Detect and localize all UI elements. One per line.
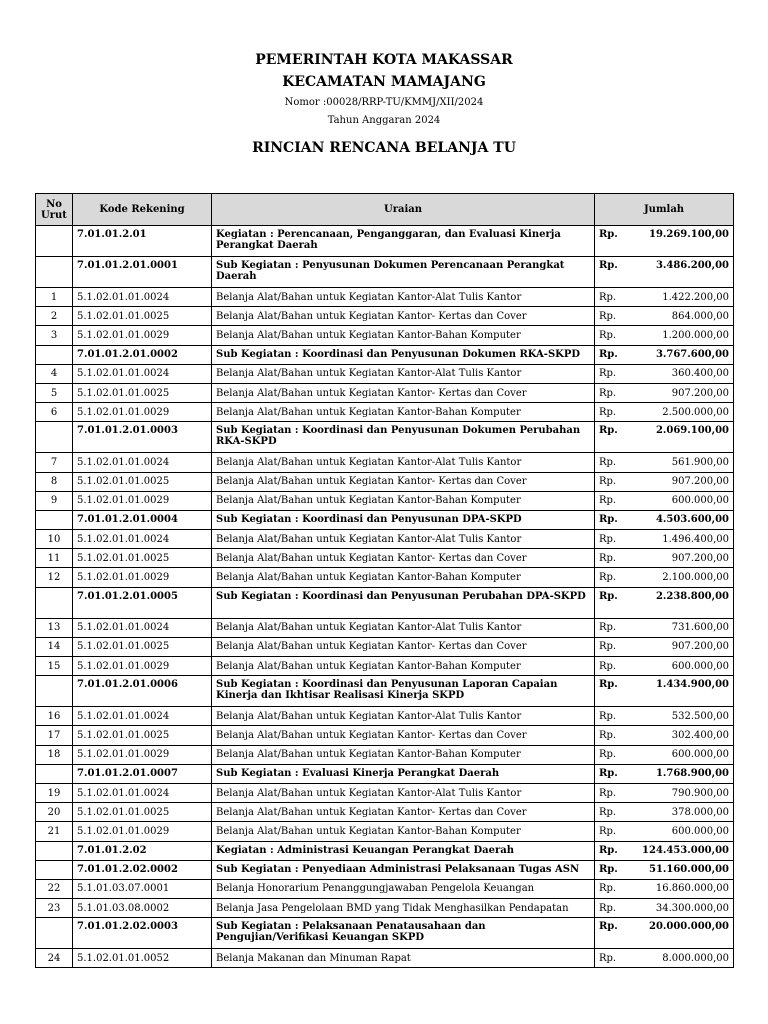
- cell-no-urut: 5: [36, 383, 73, 402]
- cell-jumlah: 124.453.000,00: [630, 841, 734, 860]
- cell-currency: Rp.: [595, 949, 630, 968]
- cell-kode-rekening: 5.1.01.03.07.0001: [73, 879, 212, 898]
- cell-currency: Rp.: [595, 587, 630, 618]
- cell-jumlah: 4.503.600,00: [630, 510, 734, 529]
- cell-jumlah: 34.300.000,00: [630, 899, 734, 918]
- cell-currency: Rp.: [595, 226, 630, 257]
- cell-uraian: Belanja Alat/Bahan untuk Kegiatan Kantor- Kertas dan Cover: [212, 383, 595, 402]
- cell-kode-rekening: 5.1.02.01.01.0024: [73, 453, 212, 472]
- table-row: [36, 618, 734, 637]
- table-row: [36, 510, 734, 529]
- cell-no-urut: 24: [36, 949, 73, 968]
- cell-uraian: Belanja Alat/Bahan untuk Kegiatan Kantor-Alat Tulis Kantor: [212, 364, 595, 383]
- document-number: Nomor :00028/RRP-TU/KMMJ/XII/2024: [284, 97, 484, 108]
- cell-currency: Rp.: [595, 326, 630, 345]
- cell-no-urut: 10: [36, 530, 73, 549]
- cell-kode-rekening: 5.1.02.01.01.0029: [73, 403, 212, 422]
- cell-no-urut: [36, 918, 73, 949]
- cell-no-urut: 17: [36, 726, 73, 745]
- cell-jumlah: 907.200,00: [630, 549, 734, 568]
- cell-uraian: Kegiatan : Administrasi Keuangan Perangkat Daerah: [212, 841, 595, 860]
- cell-no-urut: 2: [36, 307, 73, 326]
- cell-no-urut: [36, 764, 73, 783]
- cell-jumlah: 2.238.800,00: [630, 587, 734, 618]
- cell-uraian: Sub Kegiatan : Koordinasi dan Penyusunan Dokumen RKA-SKPD: [212, 345, 595, 364]
- table-row: [36, 364, 734, 383]
- cell-currency: Rp.: [595, 491, 630, 510]
- cell-currency: Rp.: [595, 510, 630, 529]
- cell-jumlah: 2.069.100,00: [630, 422, 734, 453]
- cell-currency: Rp.: [595, 803, 630, 822]
- cell-no-urut: 13: [36, 618, 73, 637]
- cell-jumlah: 532.500,00: [630, 707, 734, 726]
- table-row: [36, 326, 734, 345]
- cell-kode-rekening: 5.1.02.01.01.0025: [73, 472, 212, 491]
- cell-kode-rekening: 7.01.01.2.02.0002: [73, 860, 212, 879]
- cell-uraian: Belanja Alat/Bahan untuk Kegiatan Kantor- Kertas dan Cover: [212, 803, 595, 822]
- cell-no-urut: 1: [36, 288, 73, 307]
- cell-currency: Rp.: [595, 403, 630, 422]
- cell-currency: Rp.: [595, 472, 630, 491]
- cell-currency: Rp.: [595, 657, 630, 676]
- cell-uraian: Kegiatan : Perencanaan, Penganggaran, dan Evaluasi Kinerja Perangkat Daerah: [212, 226, 595, 257]
- cell-kode-rekening: 5.1.02.01.01.0029: [73, 657, 212, 676]
- cell-no-urut: 7: [36, 453, 73, 472]
- table-row: [36, 288, 734, 307]
- cell-jumlah: 3.767.600,00: [630, 345, 734, 364]
- cell-jumlah: 1.768.900,00: [630, 764, 734, 783]
- cell-uraian: Sub Kegiatan : Penyusunan Dokumen Perencanaan Perangkat Daerah: [212, 257, 595, 288]
- cell-kode-rekening: 5.1.02.01.01.0024: [73, 288, 212, 307]
- cell-no-urut: 9: [36, 491, 73, 510]
- cell-jumlah: 378.000,00: [630, 803, 734, 822]
- cell-uraian: Sub Kegiatan : Koordinasi dan Penyusunan DPA-SKPD: [212, 510, 595, 529]
- table-row: [36, 745, 734, 764]
- cell-uraian: Belanja Alat/Bahan untuk Kegiatan Kantor- Kertas dan Cover: [212, 549, 595, 568]
- budget-year: Tahun Anggaran 2024: [327, 115, 441, 126]
- cell-jumlah: 864.000,00: [630, 307, 734, 326]
- document-title: RINCIAN RENCANA BELANJA TU: [252, 140, 516, 156]
- cell-uraian: Belanja Alat/Bahan untuk Kegiatan Kantor-Bahan Komputer: [212, 326, 595, 345]
- cell-uraian: Belanja Alat/Bahan untuk Kegiatan Kantor-Bahan Komputer: [212, 568, 595, 587]
- cell-kode-rekening: 5.1.02.01.01.0029: [73, 822, 212, 841]
- table-row: [36, 383, 734, 402]
- cell-no-urut: [36, 860, 73, 879]
- cell-kode-rekening: 5.1.02.01.01.0024: [73, 618, 212, 637]
- cell-uraian: Belanja Alat/Bahan untuk Kegiatan Kantor- Kertas dan Cover: [212, 472, 595, 491]
- cell-currency: Rp.: [595, 637, 630, 656]
- budget-table: [35, 193, 734, 968]
- cell-jumlah: 2.100.000,00: [630, 568, 734, 587]
- cell-jumlah: 731.600,00: [630, 618, 734, 637]
- cell-currency: Rp.: [595, 899, 630, 918]
- cell-uraian: Belanja Alat/Bahan untuk Kegiatan Kantor-Bahan Komputer: [212, 745, 595, 764]
- table-header-row: [36, 194, 734, 226]
- cell-kode-rekening: 5.1.01.03.08.0002: [73, 899, 212, 918]
- cell-currency: Rp.: [595, 879, 630, 898]
- cell-uraian: Sub Kegiatan : Koordinasi dan Penyusunan Dokumen Perubahan RKA-SKPD: [212, 422, 595, 453]
- table-row: [36, 530, 734, 549]
- table-row: [36, 707, 734, 726]
- cell-uraian: Belanja Alat/Bahan untuk Kegiatan Kantor-Alat Tulis Kantor: [212, 530, 595, 549]
- cell-currency: Rp.: [595, 822, 630, 841]
- table-row: [36, 403, 734, 422]
- cell-no-urut: 3: [36, 326, 73, 345]
- cell-jumlah: 907.200,00: [630, 383, 734, 402]
- cell-currency: Rp.: [595, 345, 630, 364]
- table-row: [36, 637, 734, 656]
- table-row: [36, 226, 734, 257]
- cell-kode-rekening: 7.01.01.2.01.0007: [73, 764, 212, 783]
- cell-jumlah: 600.000,00: [630, 491, 734, 510]
- cell-currency: Rp.: [595, 568, 630, 587]
- cell-no-urut: [36, 587, 73, 618]
- cell-jumlah: 51.160.000,00: [630, 860, 734, 879]
- cell-no-urut: 6: [36, 403, 73, 422]
- cell-uraian: Belanja Alat/Bahan untuk Kegiatan Kantor-Alat Tulis Kantor: [212, 618, 595, 637]
- table-row: [36, 491, 734, 510]
- cell-currency: Rp.: [595, 257, 630, 288]
- cell-jumlah: 1.200.000,00: [630, 326, 734, 345]
- table-row: [36, 764, 734, 783]
- cell-uraian: Belanja Alat/Bahan untuk Kegiatan Kantor-Bahan Komputer: [212, 491, 595, 510]
- cell-currency: Rp.: [595, 918, 630, 949]
- district-title: KECAMATAN MAMAJANG: [282, 74, 486, 90]
- cell-no-urut: 4: [36, 364, 73, 383]
- table-row: [36, 879, 734, 898]
- cell-no-urut: [36, 226, 73, 257]
- cell-jumlah: 907.200,00: [630, 637, 734, 656]
- cell-no-urut: 20: [36, 803, 73, 822]
- cell-uraian: Sub Kegiatan : Penyediaan Administrasi Pelaksanaan Tugas ASN: [212, 860, 595, 879]
- cell-kode-rekening: 5.1.02.01.01.0029: [73, 326, 212, 345]
- cell-jumlah: 1.496.400,00: [630, 530, 734, 549]
- table-row: [36, 257, 734, 288]
- cell-currency: Rp.: [595, 764, 630, 783]
- cell-currency: Rp.: [595, 288, 630, 307]
- cell-currency: Rp.: [595, 549, 630, 568]
- cell-no-urut: 12: [36, 568, 73, 587]
- table-row: [36, 345, 734, 364]
- cell-jumlah: 360.400,00: [630, 364, 734, 383]
- cell-jumlah: 20.000.000,00: [630, 918, 734, 949]
- cell-kode-rekening: 5.1.02.01.01.0025: [73, 383, 212, 402]
- cell-uraian: Sub Kegiatan : Koordinasi dan Penyusunan Perubahan DPA-SKPD: [212, 587, 595, 618]
- cell-currency: Rp.: [595, 453, 630, 472]
- cell-kode-rekening: 5.1.02.01.01.0025: [73, 307, 212, 326]
- table-row: [36, 676, 734, 707]
- cell-kode-rekening: 5.1.02.01.01.0024: [73, 783, 212, 802]
- cell-currency: Rp.: [595, 707, 630, 726]
- table-row: [36, 657, 734, 676]
- cell-uraian: Sub Kegiatan : Pelaksanaan Penatausahaan dan Pengujian/Verifikasi Keuangan SKPD: [212, 918, 595, 949]
- cell-no-urut: 18: [36, 745, 73, 764]
- table-row: [36, 841, 734, 860]
- cell-no-urut: [36, 841, 73, 860]
- cell-no-urut: 8: [36, 472, 73, 491]
- cell-kode-rekening: 7.01.01.2.01.0003: [73, 422, 212, 453]
- cell-uraian: Belanja Alat/Bahan untuk Kegiatan Kantor-Bahan Komputer: [212, 403, 595, 422]
- cell-currency: Rp.: [595, 422, 630, 453]
- cell-kode-rekening: 7.01.01.2.01.0004: [73, 510, 212, 529]
- cell-uraian: Belanja Jasa Pengelolaan BMD yang Tidak Menghasilkan Pendapatan: [212, 899, 595, 918]
- cell-jumlah: 8.000.000,00: [630, 949, 734, 968]
- table-row: [36, 918, 734, 949]
- cell-kode-rekening: 5.1.02.01.01.0025: [73, 549, 212, 568]
- table-row: [36, 899, 734, 918]
- cell-uraian: Belanja Alat/Bahan untuk Kegiatan Kantor- Kertas dan Cover: [212, 637, 595, 656]
- cell-no-urut: [36, 422, 73, 453]
- cell-uraian: Sub Kegiatan : Koordinasi dan Penyusunan Laporan Capaian Kinerja dan Ikhtisar Realisasi Kinerja SKPD: [212, 676, 595, 707]
- cell-kode-rekening: 7.01.01.2.01.0006: [73, 676, 212, 707]
- cell-uraian: Belanja Alat/Bahan untuk Kegiatan Kantor- Kertas dan Cover: [212, 307, 595, 326]
- cell-kode-rekening: 5.1.02.01.01.0029: [73, 568, 212, 587]
- cell-kode-rekening: 7.01.01.2.02: [73, 841, 212, 860]
- cell-jumlah: 2.500.000,00: [630, 403, 734, 422]
- cell-kode-rekening: 7.01.01.2.01.0001: [73, 257, 212, 288]
- cell-kode-rekening: 5.1.02.01.01.0029: [73, 491, 212, 510]
- cell-currency: Rp.: [595, 841, 630, 860]
- cell-no-urut: [36, 345, 73, 364]
- cell-no-urut: 21: [36, 822, 73, 841]
- cell-uraian: Belanja Alat/Bahan untuk Kegiatan Kantor-Bahan Komputer: [212, 822, 595, 841]
- cell-uraian: Belanja Honorarium Penanggungjawaban Pengelola Keuangan: [212, 879, 595, 898]
- cell-no-urut: [36, 510, 73, 529]
- cell-kode-rekening: 7.01.01.2.01: [73, 226, 212, 257]
- cell-no-urut: 15: [36, 657, 73, 676]
- table-row: [36, 822, 734, 841]
- cell-kode-rekening: 5.1.02.01.01.0025: [73, 726, 212, 745]
- header-no-urut: No Urut: [36, 194, 73, 226]
- cell-jumlah: 600.000,00: [630, 822, 734, 841]
- cell-currency: Rp.: [595, 383, 630, 402]
- cell-uraian: Belanja Alat/Bahan untuk Kegiatan Kantor-Alat Tulis Kantor: [212, 453, 595, 472]
- header-kode-rekening: Kode Rekening: [73, 194, 212, 226]
- cell-kode-rekening: 7.01.01.2.02.0003: [73, 918, 212, 949]
- cell-currency: Rp.: [595, 307, 630, 326]
- cell-jumlah: 561.900,00: [630, 453, 734, 472]
- cell-uraian: Belanja Makanan dan Minuman Rapat: [212, 949, 595, 968]
- cell-kode-rekening: 7.01.01.2.01.0002: [73, 345, 212, 364]
- table-row: [36, 568, 734, 587]
- table-row: [36, 726, 734, 745]
- cell-currency: Rp.: [595, 745, 630, 764]
- cell-currency: Rp.: [595, 783, 630, 802]
- cell-no-urut: 19: [36, 783, 73, 802]
- table-row: [36, 307, 734, 326]
- cell-jumlah: 907.200,00: [630, 472, 734, 491]
- cell-jumlah: 3.486.200,00: [630, 257, 734, 288]
- table-row: [36, 803, 734, 822]
- cell-kode-rekening: 5.1.02.01.01.0024: [73, 707, 212, 726]
- table-body: [36, 226, 734, 968]
- table-row: [36, 949, 734, 968]
- cell-currency: Rp.: [595, 364, 630, 383]
- cell-kode-rekening: 5.1.02.01.01.0024: [73, 364, 212, 383]
- table-row: [36, 587, 734, 618]
- cell-kode-rekening: 5.1.02.01.01.0052: [73, 949, 212, 968]
- cell-uraian: Belanja Alat/Bahan untuk Kegiatan Kantor-Bahan Komputer: [212, 657, 595, 676]
- cell-jumlah: 600.000,00: [630, 657, 734, 676]
- cell-currency: Rp.: [595, 676, 630, 707]
- cell-kode-rekening: 5.1.02.01.01.0025: [73, 803, 212, 822]
- cell-no-urut: 23: [36, 899, 73, 918]
- header-uraian: Uraian: [212, 194, 595, 226]
- table-row: [36, 783, 734, 802]
- cell-uraian: Sub Kegiatan : Evaluasi Kinerja Perangkat Daerah: [212, 764, 595, 783]
- cell-jumlah: 790.900,00: [630, 783, 734, 802]
- cell-jumlah: 1.422.200,00: [630, 288, 734, 307]
- cell-uraian: Belanja Alat/Bahan untuk Kegiatan Kantor-Alat Tulis Kantor: [212, 707, 595, 726]
- table-row: [36, 453, 734, 472]
- cell-jumlah: 1.434.900,00: [630, 676, 734, 707]
- cell-jumlah: 302.400,00: [630, 726, 734, 745]
- cell-no-urut: 14: [36, 637, 73, 656]
- cell-currency: Rp.: [595, 726, 630, 745]
- cell-currency: Rp.: [595, 860, 630, 879]
- cell-no-urut: [36, 676, 73, 707]
- cell-kode-rekening: 7.01.01.2.01.0005: [73, 587, 212, 618]
- cell-no-urut: 11: [36, 549, 73, 568]
- cell-jumlah: 600.000,00: [630, 745, 734, 764]
- table-row: [36, 860, 734, 879]
- cell-jumlah: 16.860.000,00: [630, 879, 734, 898]
- cell-no-urut: [36, 257, 73, 288]
- government-title: PEMERINTAH KOTA MAKASSAR: [255, 52, 513, 68]
- cell-jumlah: 19.269.100,00: [630, 226, 734, 257]
- cell-uraian: Belanja Alat/Bahan untuk Kegiatan Kantor-Alat Tulis Kantor: [212, 783, 595, 802]
- table-row: [36, 472, 734, 491]
- cell-currency: Rp.: [595, 618, 630, 637]
- header-jumlah: Jumlah: [595, 194, 734, 226]
- cell-kode-rekening: 5.1.02.01.01.0024: [73, 530, 212, 549]
- table-row: [36, 422, 734, 453]
- cell-currency: Rp.: [595, 530, 630, 549]
- table-row: [36, 549, 734, 568]
- cell-kode-rekening: 5.1.02.01.01.0029: [73, 745, 212, 764]
- cell-uraian: Belanja Alat/Bahan untuk Kegiatan Kantor-Alat Tulis Kantor: [212, 288, 595, 307]
- cell-no-urut: 16: [36, 707, 73, 726]
- cell-no-urut: 22: [36, 879, 73, 898]
- cell-kode-rekening: 5.1.02.01.01.0025: [73, 637, 212, 656]
- cell-uraian: Belanja Alat/Bahan untuk Kegiatan Kantor- Kertas dan Cover: [212, 726, 595, 745]
